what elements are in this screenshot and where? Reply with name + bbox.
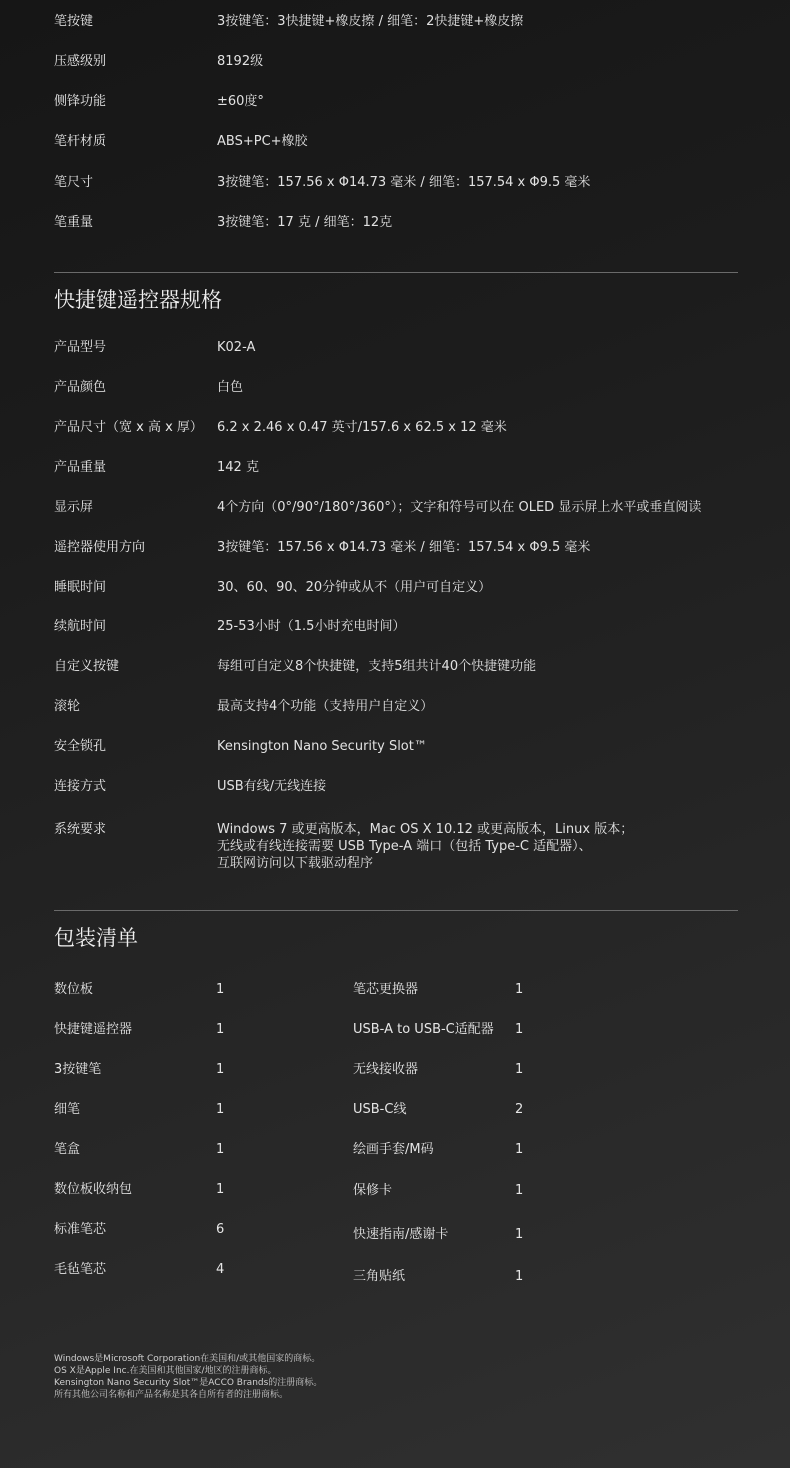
spec-value: K02-A (217, 340, 256, 355)
package-item-qty: 1 (515, 1183, 524, 1198)
spec-value: USB有线/无线连接 (217, 779, 327, 794)
remote-section-title: 快捷键遥控器规格 (54, 288, 222, 312)
spec-label: 压感级别 (54, 54, 107, 69)
package-item-name: 毛毡笔芯 (54, 1262, 107, 1277)
spec-value: 每组可自定义8个快捷键，支持5组共计40个快捷键功能 (217, 659, 537, 674)
package-item-qty: 1 (515, 982, 524, 997)
spec-label: 产品尺寸（宽 x 高 x 厚） (54, 420, 203, 435)
section-divider (54, 910, 738, 911)
spec-label: 系统要求 (54, 822, 107, 837)
spec-label: 续航时间 (54, 619, 107, 634)
package-item-name: 细笔 (54, 1102, 81, 1117)
spec-value: 8192级 (217, 54, 264, 69)
system-requirement-line: 无线或有线连接需要 USB Type-A 端口（包括 Type-C 适配器）、 (217, 839, 592, 854)
package-item-qty: 1 (216, 1102, 225, 1117)
package-item-qty: 1 (216, 1142, 225, 1157)
package-item-name: 保修卡 (353, 1183, 393, 1198)
spec-value: 4个方向（0°/90°/180°/360°）；文字和符号可以在 OLED 显示屏上水平或垂直阅读 (217, 500, 702, 515)
footnote-line: 所有其他公司名称和产品名称是其各自所有者的注册商标。 (54, 1390, 289, 1400)
trademark-footnotes (54, 1353, 322, 1401)
package-item-qty: 2 (515, 1102, 524, 1117)
package-section-title: 包装清单 (54, 926, 138, 950)
package-item-name: 快速指南/感谢卡 (353, 1227, 449, 1242)
spec-value: 6.2 x 2.46 x 0.47 英寸/157.6 x 62.5 x 12 毫米 (217, 420, 507, 435)
package-item-name: 笔芯更换器 (353, 982, 419, 997)
footnote-line: Kensington Nano Security Slot™是ACCO Brands的注册商标。 (54, 1378, 323, 1388)
spec-label: 遥控器使用方向 (54, 540, 146, 555)
package-item-name: 无线接收器 (353, 1062, 419, 1077)
spec-label: 连接方式 (54, 779, 107, 794)
package-item-qty: 1 (515, 1269, 524, 1284)
package-item-name: USB-C线 (353, 1102, 407, 1117)
system-requirement-line: Windows 7 或更高版本，Mac OS X 10.12 或更高版本，Linux 版本； (217, 822, 634, 837)
spec-label: 产品型号 (54, 340, 107, 355)
package-item-name: USB-A to USB-C适配器 (353, 1022, 494, 1037)
spec-value: 3按键笔：157.56 x Φ14.73 毫米 / 细笔：157.54 x Φ9.5 毫米 (217, 540, 591, 555)
spec-value: 142 克 (217, 460, 259, 475)
spec-label: 笔按键 (54, 14, 94, 29)
spec-value: 3按键笔：157.56 x Φ14.73 毫米 / 细笔：157.54 x Φ9.5 毫米 (217, 175, 591, 190)
footnote-line: Windows是Microsoft Corporation在美国和/或其他国家的商标。 (54, 1354, 321, 1364)
package-item-name: 3按键笔 (54, 1062, 102, 1077)
spec-label: 安全锁孔 (54, 739, 107, 754)
spec-value: 30、60、90、20分钟或从不（用户可自定义） (217, 580, 492, 595)
package-item-name: 数位板收纳包 (54, 1182, 133, 1197)
spec-label: 显示屏 (54, 500, 94, 515)
package-item-qty: 1 (216, 1182, 225, 1197)
spec-label: 笔杆材质 (54, 134, 107, 149)
spec-label: 笔重量 (54, 215, 94, 230)
spec-label: 自定义按键 (54, 659, 120, 674)
spec-label: 产品重量 (54, 460, 107, 475)
section-divider (54, 272, 738, 273)
package-item-name: 三角贴纸 (353, 1269, 406, 1284)
package-item-qty: 1 (515, 1227, 524, 1242)
spec-label: 睡眠时间 (54, 580, 107, 595)
package-item-qty: 1 (216, 1022, 225, 1037)
spec-value: 白色 (217, 380, 244, 395)
spec-value: 25-53小时（1.5小时充电时间） (217, 619, 406, 634)
package-item-name: 快捷键遥控器 (54, 1022, 133, 1037)
package-item-name: 绘画手套/M码 (353, 1142, 434, 1157)
spec-label: 产品颜色 (54, 380, 107, 395)
system-requirement-line: 互联网访问以下载驱动程序 (217, 856, 374, 871)
spec-value (217, 821, 633, 872)
spec-value: Kensington Nano Security Slot™ (217, 739, 427, 754)
package-item-qty: 1 (515, 1142, 524, 1157)
package-item-name: 数位板 (54, 982, 94, 997)
package-item-qty: 1 (515, 1062, 524, 1077)
spec-value: 3按键笔：17 克 / 细笔：12克 (217, 215, 393, 230)
package-item-qty: 1 (216, 1062, 225, 1077)
package-item-qty: 1 (515, 1022, 524, 1037)
package-item-qty: 6 (216, 1222, 225, 1237)
spec-label: 滚轮 (54, 699, 81, 714)
package-item-name: 标准笔芯 (54, 1222, 107, 1237)
footnote-line: OS X是Apple Inc.在美国和其他国家/地区的注册商标。 (54, 1366, 277, 1376)
package-item-qty: 1 (216, 982, 225, 997)
spec-label: 侧锋功能 (54, 94, 107, 109)
spec-value: 3按键笔：3快捷键+橡皮擦 / 细笔：2快捷键+橡皮擦 (217, 14, 524, 29)
package-item-name: 笔盒 (54, 1142, 81, 1157)
spec-value: ±60度° (217, 94, 264, 109)
spec-value: ABS+PC+橡胶 (217, 134, 308, 149)
spec-value: 最高支持4个功能（支持用户自定义） (217, 699, 434, 714)
package-item-qty: 4 (216, 1262, 225, 1277)
spec-label: 笔尺寸 (54, 175, 94, 190)
